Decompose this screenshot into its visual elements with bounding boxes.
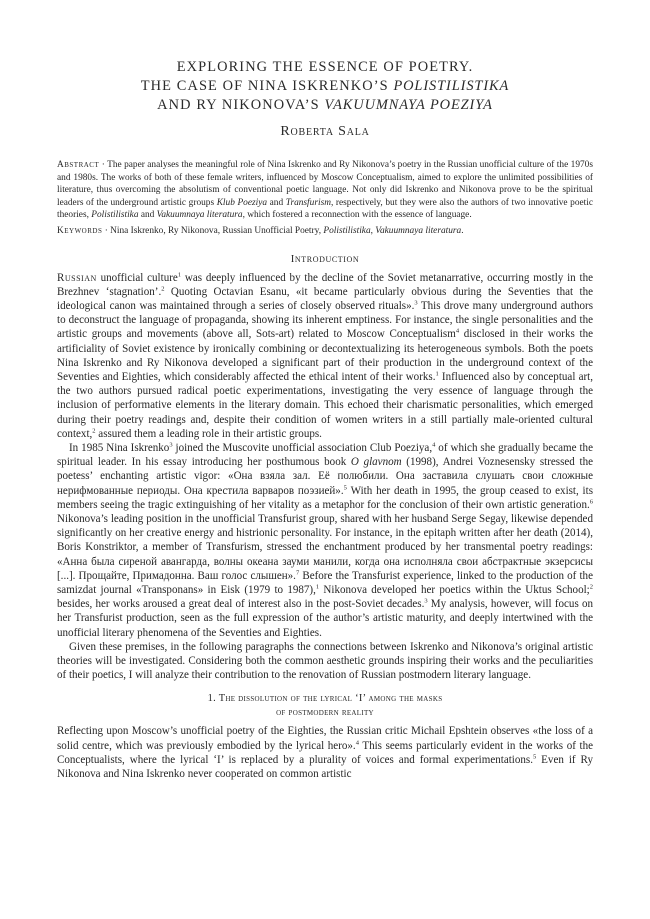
footnote-ref: 4 [355, 738, 359, 746]
paragraph-3: Given these premises, in the following paragraphs the connections between Iskrenko and Nikonova’s original artistic theories will be investigated. Considering both the common aesthetic grounds inspiring their works and the peculiarities of their poetics, I will analyze their contribution to the renovation of Russian postmodern literary language. [57, 640, 593, 682]
footnote-ref: 1 [315, 583, 320, 591]
abstract: Abstract · The paper analyses the meaningful role of Nina Iskrenko and Ry Nikonova’s poetry in the Russian unofficial culture of the 1970s and 1980s. The works of both of these female writers, influenced by Moscow Conceptualism, aimed to explore the unlimited possibilities of literature, thus overcoming the absolutism of conventional poetic language. Not only did Iskrenko and Nikonova prove to be the spiritual leaders of the underground artistic groups Klub Poeziya and Transfurism, respectively, but they were also the authors of two innovative poetic theories, Polistilistika and Vakuumnaya literatura, which fostered a reconnection with the essence of language. [57, 160, 593, 221]
keywords-label: Keywords [57, 225, 103, 236]
footnote-ref: 2 [92, 427, 96, 435]
paragraph-2: In 1985 Nina Iskrenko$^3$ joined the Muscovite unofficial association Club Poeziya,$^4$ of which she gradually became the spiritual leader. In his essay introducing her posthumous book O glavnom (1998), Andrei Voznesensky stressed the poetess’ enchanting artistic vigor: «Она взяла зал. Её полюбили. Она заставила слушать свои сложные нерифмованные периоды. Она крестила варваров поэзией».$^5$ With her death in 1995, the group ceased to exist, its members seeing the tragic extinguishing of her vitality as a metaphor for the conclusion of their own artistic generation.$^6$ Nikonova’s leading position in the unofficial Transfurist group, shared with her husband Serge Segay, likewise depended significantly on her creative energy and histrionic personality. For instance, in the epitaph written after her death (2014), Boris Konstriktor, a member of Transfurism, stressed the enchantment produced by her transmental poetry readings: «Анна была сиреной авангарда, волны океана зауми манили, когда она исполняла свои абстрактные экзерсисы [...]. Прощайте, Примадонна. Ваш голос слышен».$^7$ Before the Transfurist experience, linked to the production of the samizdat journal «Transponans» in Eisk (1979 to 1987),$^1$ Nikonova developed her poetics within the Uktus School;$^2$ besides, her works aroused a great deal of interest also in the post-Soviet decades.$^3$ My analysis, however, will focus on her Transfurist production, seen as the full expression of the author’s artistic maturity, and deeply intertwined with the unofficial literary phenomena of the Seventies and Eighties. [57, 441, 593, 639]
footnote-ref: 4 [432, 441, 436, 449]
footnote-ref: 1 [177, 270, 182, 278]
footnote-ref: 3 [169, 441, 173, 449]
footnote-ref: 5 [532, 753, 537, 761]
title-line-2: THE CASE OF NINA ISKRENKO’S POLISTILISTIKA [140, 78, 510, 94]
abstract-label: Abstract [57, 160, 100, 170]
title-italic-polistilistika: POLISTILISTIKA [393, 78, 510, 94]
section-heading-1-line-1: 1. The dissolution of the lyrical ‘I’ among the masks [207, 693, 443, 705]
article-title [57, 58, 593, 115]
footnote-ref: 2 [161, 285, 165, 293]
footnote-ref: 5 [343, 483, 347, 491]
paragraph-1: Russian unofficial culture$^1$ was deeply influenced by the decline of the Soviet metanarrative, occurring mostly in the Brezhnev ‘stagnation’.$^2$ Quoting Octavian Esanu, «it became particularly obvious during the Seventies that the ideological canon was maintained through a series of closely observed rituals».$^3$ This drove many underground authors to deconstruct the language of propaganda, showing its inherent emptiness. For instance, the single personalities and the artistic groups and movements (above all, Sots-art) related to Moscow Conceptualism$^4$ disclosed in their works the artificiality of Soviet existence by ironically combining or decontextualizing its heterogeneous symbols. Both the poets Nina Iskrenko and Ry Nikonova developed a significant part of their production in the underground context of the Seventies and Eighties, which considerably affected the ethical intent of their works.$^1$ Influenced also by conceptual art, the two authors pursued radical poetic experimentations, investigating the very essence of language through the inclusion of performative elements in the literary domain. This echoed their charismatic personalities, which emerged during their poetry readings and, despite their condition of women writers in a still partially male-oriented cultural context,$^2$ assured them a leading role in their artistic groups. [57, 270, 593, 440]
footnote-ref: 4 [455, 327, 460, 335]
title-italic-vakuumnaya: VAKUUMNAYA POEZIYA [324, 97, 493, 113]
section-heading-1 [57, 692, 593, 719]
title-line-3: AND RY NIKONOVA’S VAKUUMNAYA POEZIYA [157, 97, 493, 113]
keywords: Keywords · Nina Iskrenko, Ry Nikonova, Russian Unofficial Poetry, Polistilistika, Vakuumnaya literatura. [57, 225, 464, 236]
footnote-ref: 7 [295, 569, 300, 577]
footnote-ref: 3 [424, 597, 428, 605]
section-heading-1-line-2: of postmodern reality [276, 706, 374, 718]
footnote-ref: 6 [589, 498, 593, 506]
body-text [57, 271, 593, 782]
paragraph-4: Reflecting upon Moscow’s unofficial poetry of the Eighties, the Russian critic Michail Epshtein observes «the loss of a solid centre, which was previously embodied by the lyrical hero».$^4$ This seems particularly evident in the works of the Conceptualists, where the lyrical ‘I’ is replaced by a plurality of voices and formal experimentations.$^5$ Even if Ry Nikonova and Nina Iskrenko never cooperated on common artistic [57, 725, 593, 781]
section-heading-introduction: Introduction [290, 252, 360, 265]
footnote-ref: 1 [435, 370, 439, 378]
footnote-ref: 2 [589, 583, 593, 591]
author-name: Roberta Sala [280, 124, 370, 139]
title-line-1: EXPLORING THE ESSENCE OF POETRY. [176, 59, 474, 75]
footnote-ref: 3 [414, 299, 418, 307]
